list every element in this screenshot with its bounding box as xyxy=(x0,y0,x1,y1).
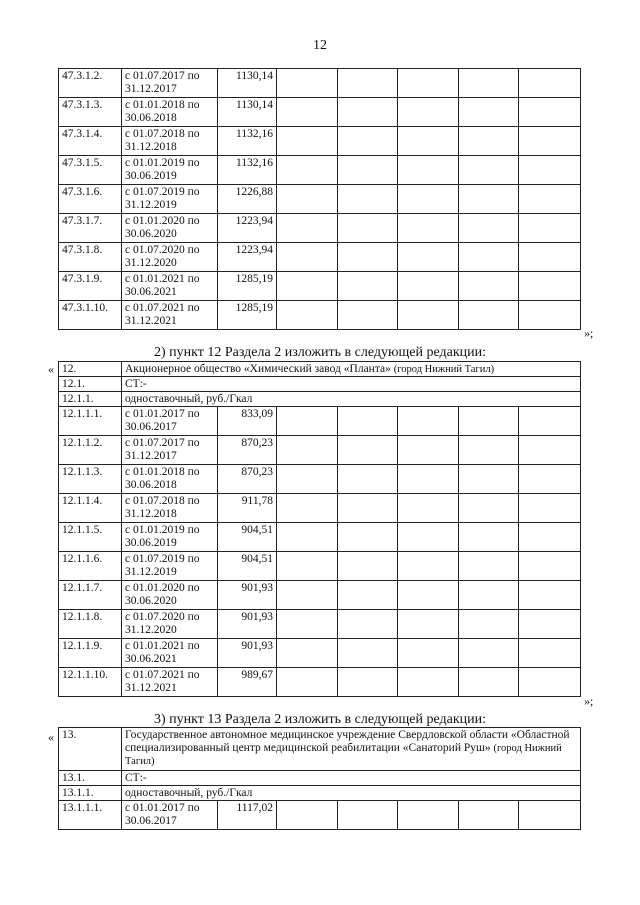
empty-cell xyxy=(398,668,459,697)
row-period: с 01.01.2019 по 30.06.2019 xyxy=(122,523,218,552)
empty-cell xyxy=(277,407,338,436)
empty-cell xyxy=(459,465,519,494)
empty-cell xyxy=(338,301,398,330)
empty-cell xyxy=(519,243,581,272)
row-value: 1132,16 xyxy=(218,156,277,185)
row-value: 1223,94 xyxy=(218,214,277,243)
page-number: 12 xyxy=(313,38,327,53)
row-period: с 01.07.2020 по 31.12.2020 xyxy=(122,610,218,639)
empty-cell xyxy=(398,581,459,610)
section-heading-3: 3) пункт 13 Раздела 2 изложить в следующей редакции: xyxy=(154,712,486,727)
row-value: 904,51 xyxy=(218,552,277,581)
org-number: 12. xyxy=(59,362,122,377)
empty-cell xyxy=(277,127,338,156)
empty-cell xyxy=(519,301,581,330)
empty-cell xyxy=(459,156,519,185)
empty-cell xyxy=(459,668,519,697)
empty-cell xyxy=(519,465,581,494)
empty-cell xyxy=(398,98,459,127)
closing-quote: »; xyxy=(584,694,594,708)
empty-cell xyxy=(338,185,398,214)
table-row xyxy=(59,214,581,243)
empty-cell xyxy=(519,523,581,552)
row-number: 12.1.1.9. xyxy=(59,639,122,668)
empty-cell xyxy=(277,98,338,127)
opening-quote: « xyxy=(48,730,54,744)
row-number: 12.1.1.3. xyxy=(59,465,122,494)
empty-cell xyxy=(459,185,519,214)
st-number: 13.1. xyxy=(59,771,122,786)
empty-cell xyxy=(459,214,519,243)
row-number: 47.3.1.8. xyxy=(59,243,122,272)
row-period: с 01.01.2021 по 30.06.2021 xyxy=(122,639,218,668)
empty-cell xyxy=(519,610,581,639)
row-value: 904,51 xyxy=(218,523,277,552)
empty-cell xyxy=(277,243,338,272)
row-number: 47.3.1.4. xyxy=(59,127,122,156)
empty-cell xyxy=(519,494,581,523)
empty-cell xyxy=(277,69,338,98)
empty-cell xyxy=(459,98,519,127)
table-row xyxy=(59,668,581,697)
table-row xyxy=(59,156,581,185)
empty-cell xyxy=(398,436,459,465)
empty-cell xyxy=(338,272,398,301)
row-number: 47.3.1.5. xyxy=(59,156,122,185)
empty-cell xyxy=(398,465,459,494)
empty-cell xyxy=(398,801,459,830)
empty-cell xyxy=(519,185,581,214)
empty-cell xyxy=(459,639,519,668)
empty-cell xyxy=(398,185,459,214)
table-row xyxy=(59,639,581,668)
empty-cell xyxy=(338,494,398,523)
row-value: 1226,88 xyxy=(218,185,277,214)
row-number: 47.3.1.2. xyxy=(59,69,122,98)
table-row xyxy=(59,407,581,436)
row-period: с 01.01.2020 по 30.06.2020 xyxy=(122,214,218,243)
empty-cell xyxy=(338,523,398,552)
row-number: 47.3.1.10. xyxy=(59,301,122,330)
empty-cell xyxy=(459,243,519,272)
row-period: с 01.01.2019 по 30.06.2019 xyxy=(122,156,218,185)
empty-cell xyxy=(398,214,459,243)
empty-cell xyxy=(277,214,338,243)
row-period: с 01.01.2017 по 30.06.2017 xyxy=(122,801,218,830)
opening-quote: « xyxy=(48,362,54,376)
row-period: с 01.01.2018 по 30.06.2018 xyxy=(122,98,218,127)
empty-cell xyxy=(459,523,519,552)
table-row xyxy=(59,801,581,830)
table-row xyxy=(59,69,581,98)
empty-cell xyxy=(277,581,338,610)
empty-cell xyxy=(398,407,459,436)
row-period: с 01.01.2021 по 30.06.2021 xyxy=(122,272,218,301)
table-row xyxy=(59,243,581,272)
row-number: 47.3.1.6. xyxy=(59,185,122,214)
empty-cell xyxy=(277,156,338,185)
empty-cell xyxy=(519,801,581,830)
empty-cell xyxy=(398,156,459,185)
empty-cell xyxy=(519,98,581,127)
table-row xyxy=(59,301,581,330)
rate-number: 13.1.1. xyxy=(59,786,122,801)
row-value: 1132,16 xyxy=(218,127,277,156)
empty-cell xyxy=(398,69,459,98)
row-value: 989,67 xyxy=(218,668,277,697)
org-city: (город Нижний Тагил) xyxy=(125,743,562,767)
empty-cell xyxy=(277,523,338,552)
org-city: (город Нижний Тагил) xyxy=(393,364,495,375)
row-number: 12.1.1.1. xyxy=(59,407,122,436)
org-name: Государственное автономное медицинское учреждение Свердловской области «Областной специализированный центр медицинской реабилитации «Санаторий Руш» (город Нижний Тагил) xyxy=(122,728,581,771)
row-period: с 01.07.2019 по 31.12.2019 xyxy=(122,185,218,214)
empty-cell xyxy=(519,214,581,243)
row-period: с 01.07.2020 по 31.12.2020 xyxy=(122,243,218,272)
empty-cell xyxy=(338,552,398,581)
table-row xyxy=(59,494,581,523)
tariff-table-12 xyxy=(58,361,581,697)
empty-cell xyxy=(338,127,398,156)
empty-cell xyxy=(277,272,338,301)
row-value: 901,93 xyxy=(218,610,277,639)
empty-cell xyxy=(338,214,398,243)
table-row xyxy=(59,465,581,494)
closing-quote: »; xyxy=(584,326,594,340)
empty-cell xyxy=(459,610,519,639)
row-number: 47.3.1.3. xyxy=(59,98,122,127)
empty-cell xyxy=(277,465,338,494)
st-number: 12.1. xyxy=(59,377,122,392)
rate-number: 12.1.1. xyxy=(59,392,122,407)
empty-cell xyxy=(338,156,398,185)
row-number: 12.1.1.6. xyxy=(59,552,122,581)
empty-cell xyxy=(519,407,581,436)
section-heading-2: 2) пункт 12 Раздела 2 изложить в следующей редакции: xyxy=(154,345,486,360)
empty-cell xyxy=(398,301,459,330)
row-number: 12.1.1.10. xyxy=(59,668,122,697)
empty-cell xyxy=(519,69,581,98)
tariff-table-47 xyxy=(58,68,581,330)
row-value: 870,23 xyxy=(218,465,277,494)
empty-cell xyxy=(338,98,398,127)
empty-cell xyxy=(277,436,338,465)
row-value: 1285,19 xyxy=(218,272,277,301)
row-value: 1130,14 xyxy=(218,69,277,98)
table-row xyxy=(59,610,581,639)
empty-cell xyxy=(338,243,398,272)
table-row xyxy=(59,552,581,581)
empty-cell xyxy=(459,127,519,156)
empty-cell xyxy=(519,668,581,697)
empty-cell xyxy=(519,272,581,301)
row-period: с 01.01.2018 по 30.06.2018 xyxy=(122,465,218,494)
table-row xyxy=(59,581,581,610)
row-number: 13.1.1.1. xyxy=(59,801,122,830)
empty-cell xyxy=(398,610,459,639)
row-period: с 01.01.2017 по 30.06.2017 xyxy=(122,407,218,436)
empty-cell xyxy=(398,243,459,272)
table-row xyxy=(59,185,581,214)
empty-cell xyxy=(519,552,581,581)
empty-cell xyxy=(459,581,519,610)
row-value: 1117,02 xyxy=(218,801,277,830)
table-row xyxy=(59,272,581,301)
empty-cell xyxy=(277,668,338,697)
empty-cell xyxy=(338,69,398,98)
empty-cell xyxy=(277,801,338,830)
rate-label: одноставочный, руб./Гкал xyxy=(122,392,581,407)
empty-cell xyxy=(519,436,581,465)
row-value: 1130,14 xyxy=(218,98,277,127)
empty-cell xyxy=(277,552,338,581)
empty-cell xyxy=(519,581,581,610)
empty-cell xyxy=(338,407,398,436)
row-number: 47.3.1.7. xyxy=(59,214,122,243)
empty-cell xyxy=(519,156,581,185)
row-value: 1223,94 xyxy=(218,243,277,272)
empty-cell xyxy=(459,407,519,436)
row-value: 870,23 xyxy=(218,436,277,465)
empty-cell xyxy=(459,801,519,830)
row-period: с 01.07.2021 по 31.12.2021 xyxy=(122,301,218,330)
row-number: 12.1.1.8. xyxy=(59,610,122,639)
st-label: СТ:- xyxy=(122,771,581,786)
rate-label: одноставочный, руб./Гкал xyxy=(122,786,581,801)
empty-cell xyxy=(398,639,459,668)
row-period: с 01.01.2020 по 30.06.2020 xyxy=(122,581,218,610)
empty-cell xyxy=(519,639,581,668)
empty-cell xyxy=(277,185,338,214)
row-number: 12.1.1.2. xyxy=(59,436,122,465)
table-row xyxy=(59,127,581,156)
row-number: 12.1.1.7. xyxy=(59,581,122,610)
empty-cell xyxy=(277,639,338,668)
empty-cell xyxy=(459,494,519,523)
row-period: с 01.07.2021 по 31.12.2021 xyxy=(122,668,218,697)
empty-cell xyxy=(338,581,398,610)
row-period: с 01.07.2017 по 31.12.2017 xyxy=(122,436,218,465)
empty-cell xyxy=(338,436,398,465)
row-value: 833,09 xyxy=(218,407,277,436)
table-row xyxy=(59,98,581,127)
empty-cell xyxy=(459,301,519,330)
empty-cell xyxy=(459,69,519,98)
empty-cell xyxy=(277,301,338,330)
empty-cell xyxy=(459,552,519,581)
row-value: 901,93 xyxy=(218,581,277,610)
table-row xyxy=(59,523,581,552)
empty-cell xyxy=(519,127,581,156)
org-name: Акционерное общество «Химический завод «Планта» (город Нижний Тагил) xyxy=(122,362,581,377)
empty-cell xyxy=(338,639,398,668)
row-number: 12.1.1.4. xyxy=(59,494,122,523)
empty-cell xyxy=(459,272,519,301)
row-period: с 01.07.2019 по 31.12.2019 xyxy=(122,552,218,581)
org-number: 13. xyxy=(59,728,122,771)
empty-cell xyxy=(277,610,338,639)
empty-cell xyxy=(338,610,398,639)
empty-cell xyxy=(398,494,459,523)
empty-cell xyxy=(398,272,459,301)
row-period: с 01.07.2017 по 31.12.2017 xyxy=(122,69,218,98)
row-period: с 01.07.2018 по 31.12.2018 xyxy=(122,127,218,156)
row-value: 1285,19 xyxy=(218,301,277,330)
empty-cell xyxy=(338,801,398,830)
tariff-table-13 xyxy=(58,727,581,830)
table-row xyxy=(59,436,581,465)
empty-cell xyxy=(277,494,338,523)
row-number: 12.1.1.5. xyxy=(59,523,122,552)
empty-cell xyxy=(398,127,459,156)
row-value: 911,78 xyxy=(218,494,277,523)
row-period: с 01.07.2018 по 31.12.2018 xyxy=(122,494,218,523)
empty-cell xyxy=(459,436,519,465)
empty-cell xyxy=(398,552,459,581)
empty-cell xyxy=(338,668,398,697)
empty-cell xyxy=(398,523,459,552)
st-label: СТ:- xyxy=(122,377,581,392)
row-number: 47.3.1.9. xyxy=(59,272,122,301)
row-value: 901,93 xyxy=(218,639,277,668)
empty-cell xyxy=(338,465,398,494)
